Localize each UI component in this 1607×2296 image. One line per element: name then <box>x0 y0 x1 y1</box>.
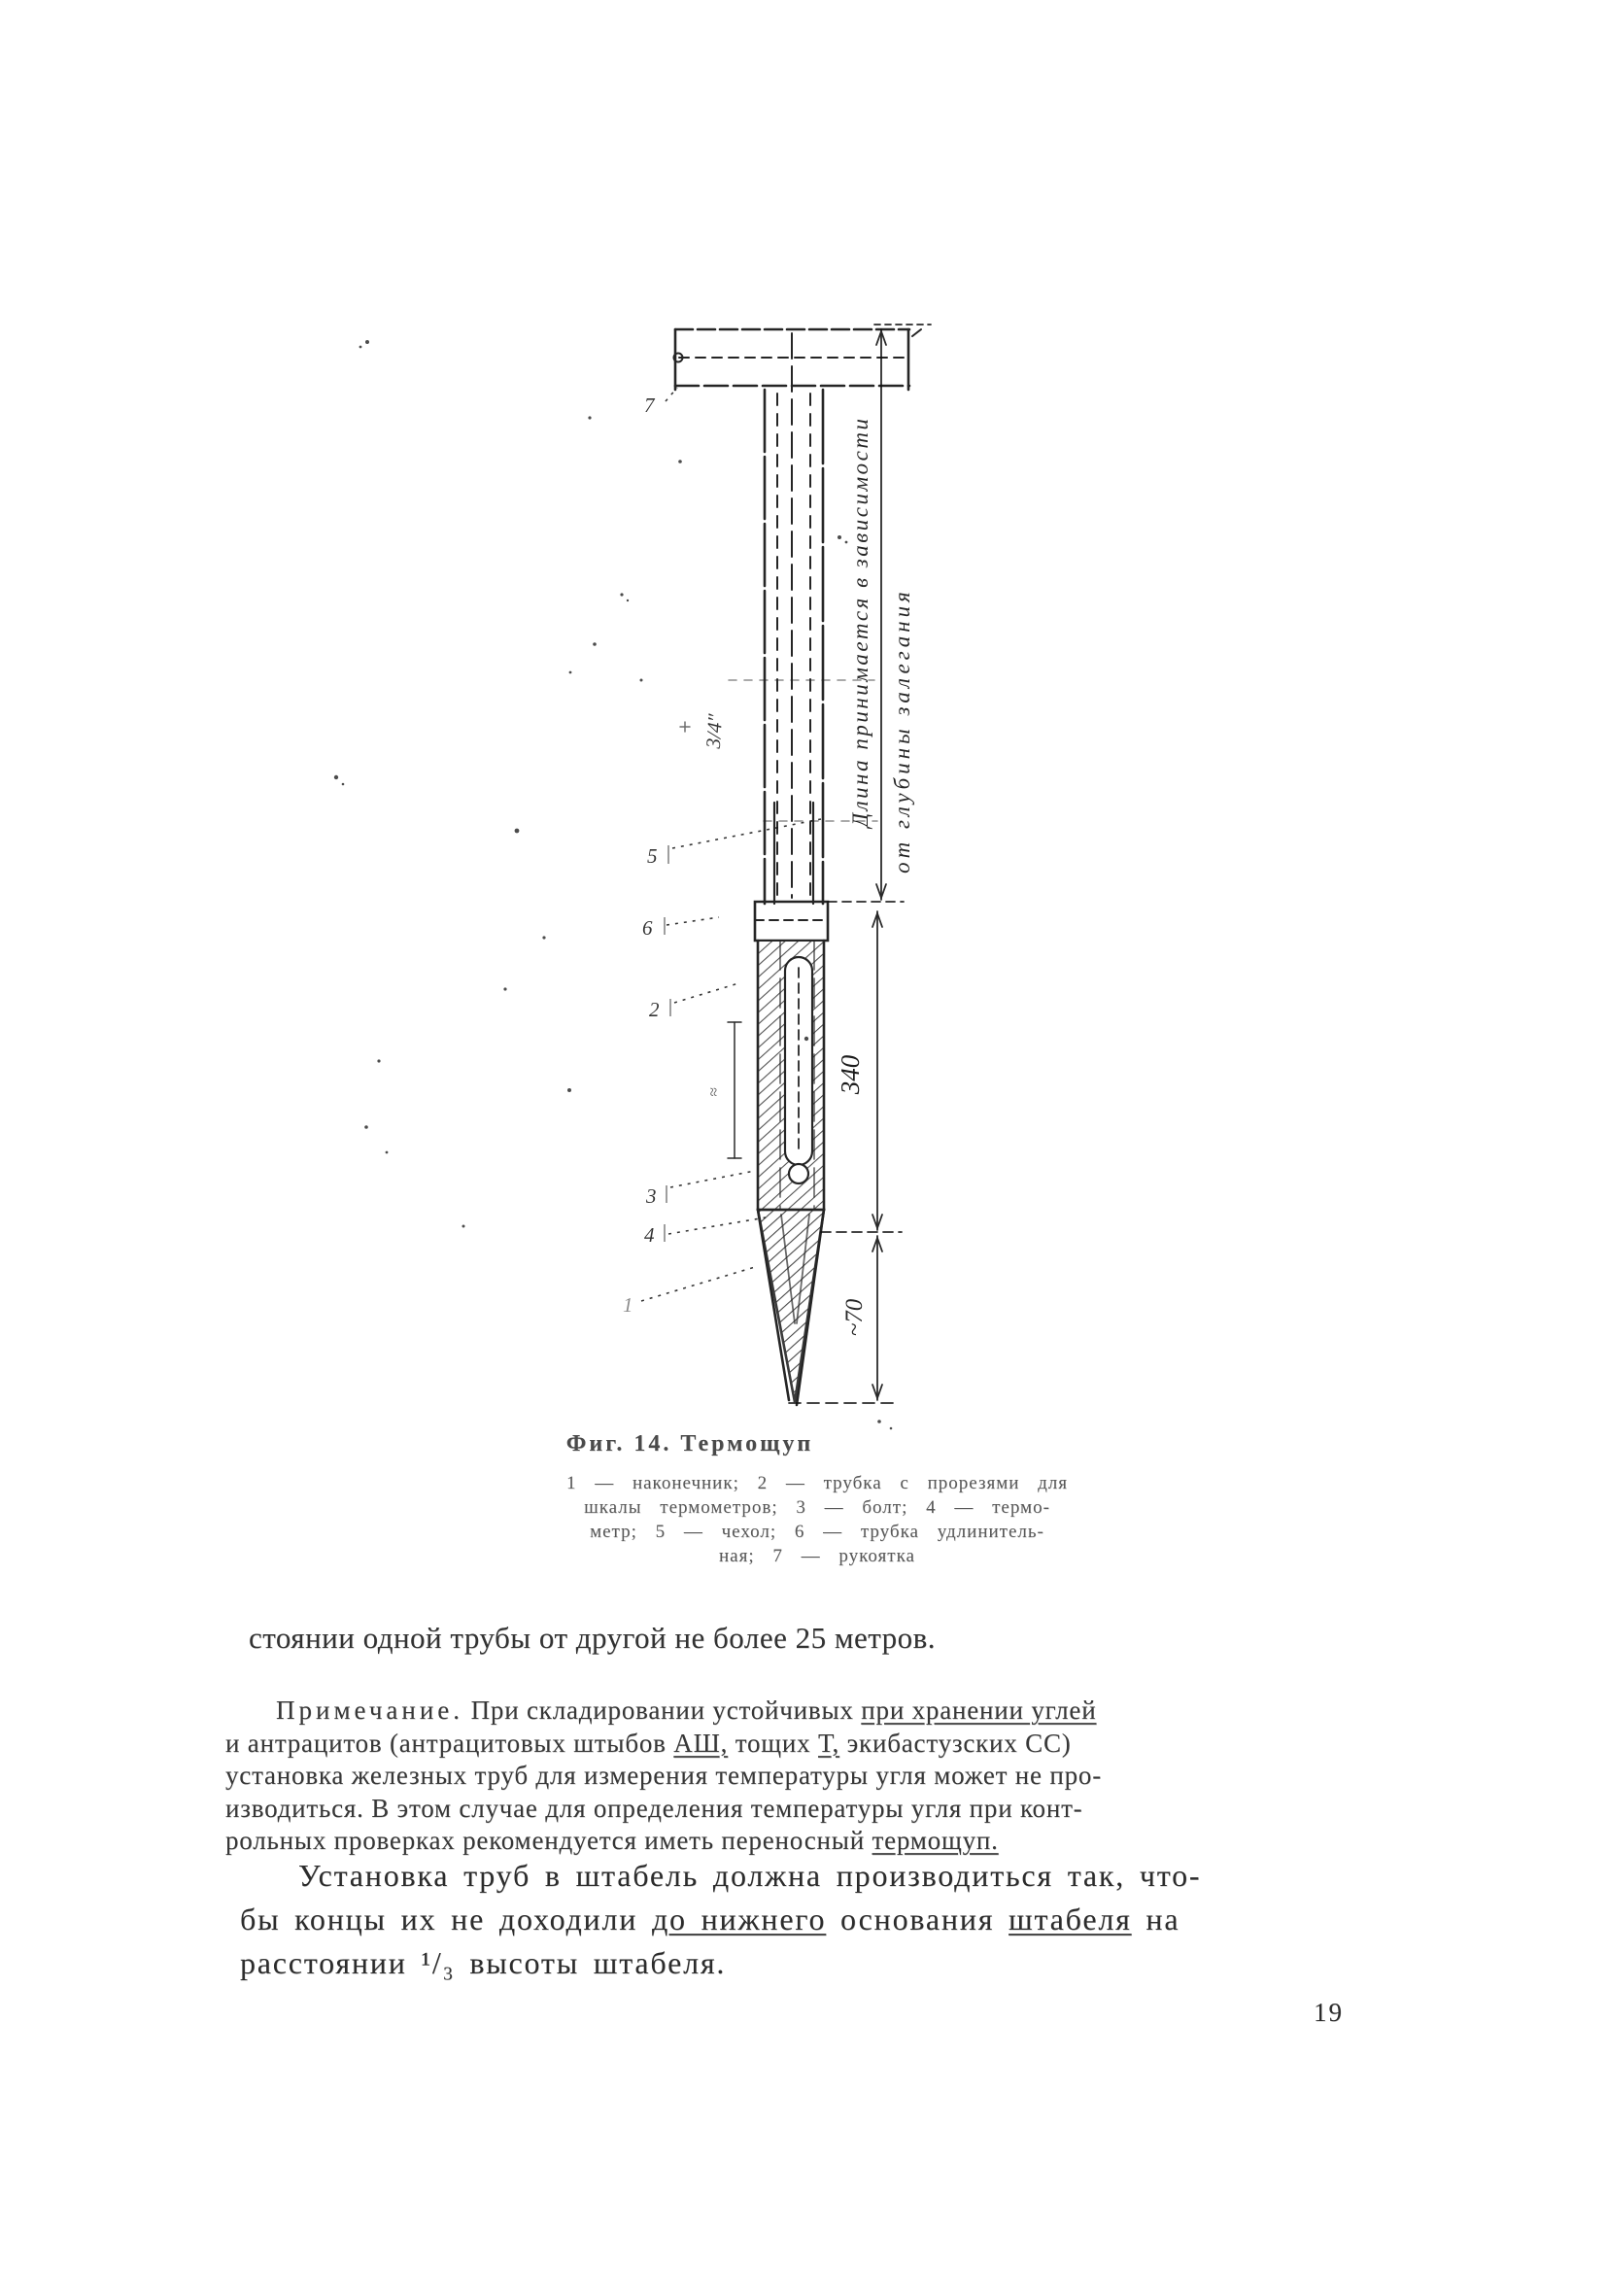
callout-digits <box>623 394 660 1317</box>
caption-line: метр; 5 — чехол; 6 — трубка удлинитель- <box>590 1522 1044 1542</box>
note-line: изводиться. В этом случае для определения температуры угля при конт- <box>225 1793 1083 1823</box>
note-line: установка железных труб для измерения температуры угля может не про- <box>225 1761 1102 1790</box>
callout-5: 5 <box>647 844 658 868</box>
dim-pipe-label: 3/4″ <box>701 712 728 750</box>
caption-line: ная; 7 — рукоятка <box>719 1546 915 1566</box>
callout-6: 6 <box>642 916 653 940</box>
body-paragraph-continuation: стоянии одной трубы от другой не более 25 метров. <box>249 1621 937 1655</box>
note-label: Примечание. <box>276 1696 464 1725</box>
length-note-line2: от глубины залегания <box>890 588 914 874</box>
note-paragraph <box>225 1695 1377 1858</box>
probe-outline <box>674 329 922 1405</box>
dim-70-label: ~70 <box>841 1298 868 1337</box>
callout-4: 4 <box>644 1223 655 1247</box>
note-line: рольных проверках рекомендуется иметь переносный термощуп. <box>225 1826 999 1855</box>
page-number: 19 <box>1314 1998 1344 2027</box>
caption-line: шкалы термометров; 3 — болт; 4 — термо- <box>584 1497 1050 1518</box>
callout-7: 7 <box>644 394 655 417</box>
callout-1: 1 <box>623 1293 633 1317</box>
fraction-one-third: ¹/₃ <box>421 1945 456 1980</box>
note-line: Примечание. При складировании устойчивых при хранении углей <box>276 1696 1097 1725</box>
callout-2: 2 <box>649 998 660 1021</box>
figure-caption-description <box>521 1471 1113 1568</box>
length-note-line1: Длина принимается в зависимости <box>848 416 872 828</box>
paragraph-line: расстоянии ¹/₃ высоты штабеля. <box>240 1945 727 1980</box>
final-paragraph <box>240 1854 1386 1985</box>
caption-line: 1 — наконечник; 2 — трубка с прорезями для <box>565 1473 1069 1493</box>
dim-340-label: 340 <box>836 1054 865 1095</box>
note-line: и антрацитов (антрацитовых штыбов АШ, тощих Т, экибастузских СС) <box>225 1728 1072 1758</box>
figure-caption-title: Фиг. 14. Термощуп <box>565 1431 814 1456</box>
callout-3: 3 <box>646 1184 657 1208</box>
paragraph-line: Установка труб в штабель должна производиться так, что- <box>298 1858 1202 1893</box>
paragraph-line: бы концы их не доходили до нижнего основания штабеля на <box>240 1902 1180 1936</box>
dim-slot-label: ≈ <box>704 1087 723 1097</box>
